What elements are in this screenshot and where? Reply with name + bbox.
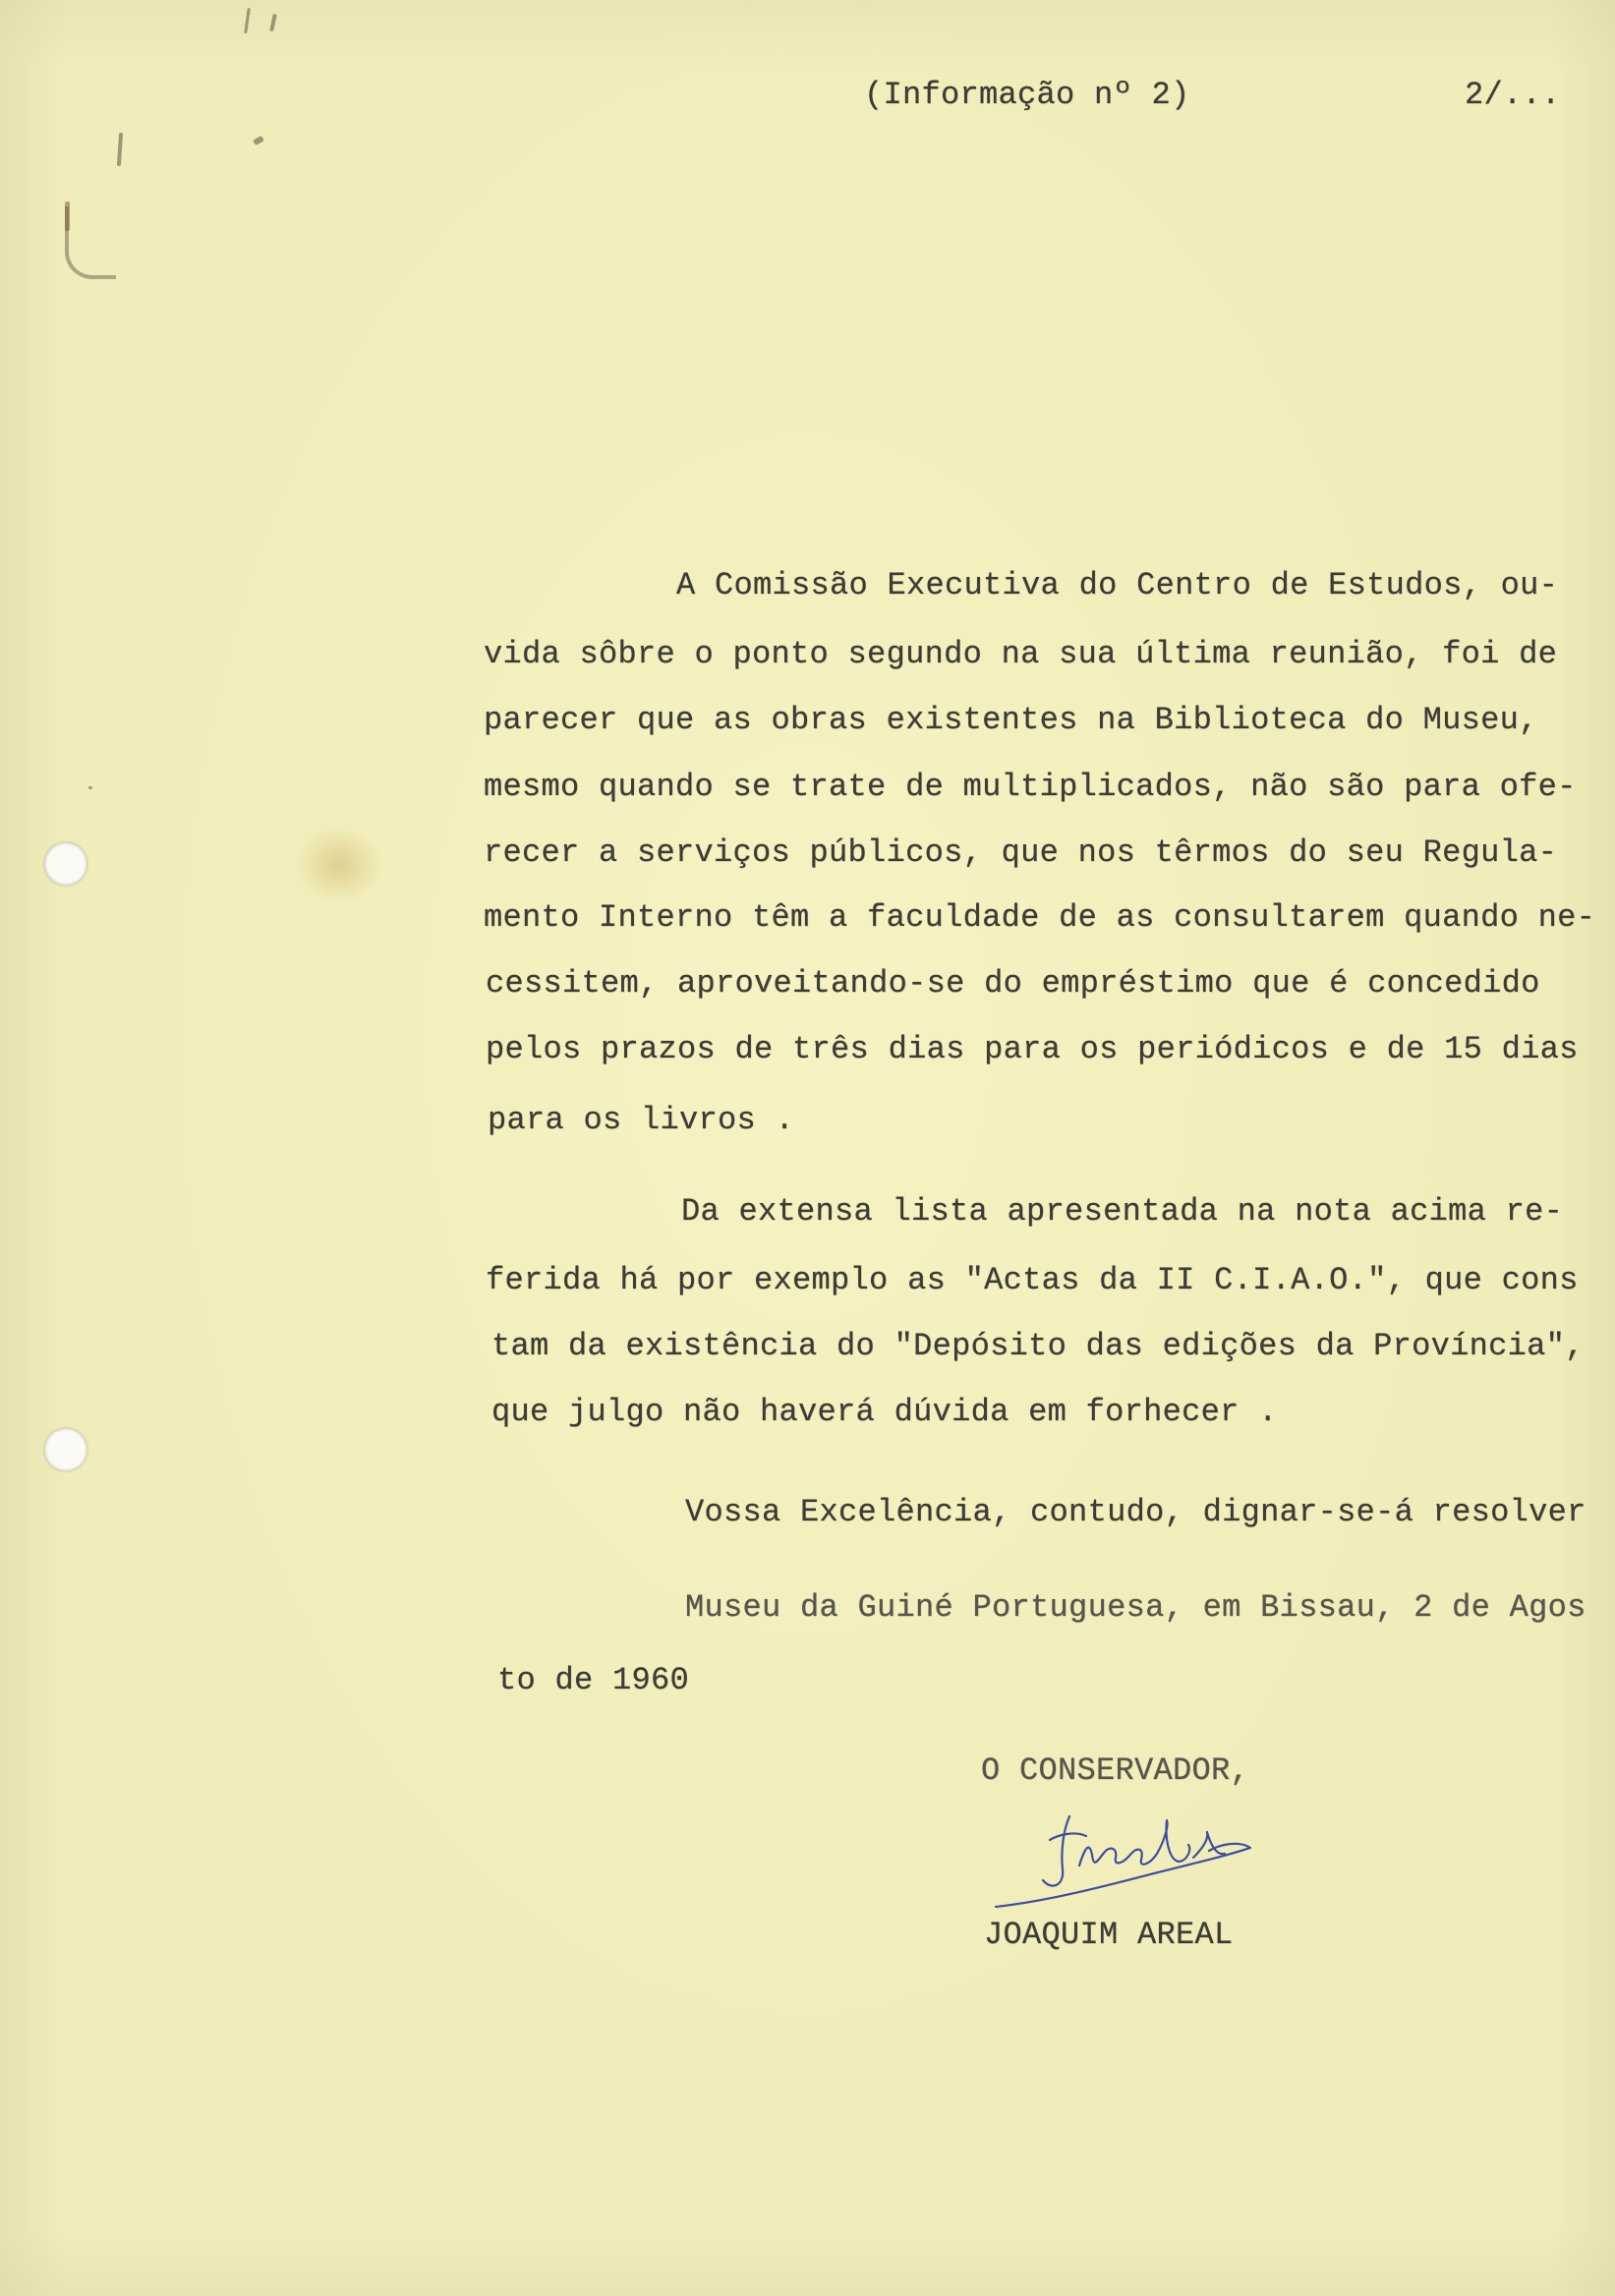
text-line: que julgo não haverá dúvida em forhecer . bbox=[491, 1394, 1278, 1430]
text-line: mesmo quando se trate de multiplicados, não são para ofe- bbox=[484, 769, 1577, 805]
ink-mark bbox=[88, 786, 92, 789]
text-line: pelos prazos de três dias para os periódicos e de 15 dias bbox=[486, 1031, 1579, 1067]
signatory-title: O CONSERVADOR, bbox=[981, 1752, 1250, 1789]
text-line: tam da existência do "Depósito das edições da Província", bbox=[491, 1328, 1585, 1364]
place-date-line: Museu da Guiné Portuguesa, em Bissau, 2 de Agos bbox=[685, 1589, 1586, 1626]
ink-mark bbox=[269, 14, 277, 31]
text-line: vida sôbre o ponto segundo na sua última reunião, foi de bbox=[484, 636, 1558, 672]
text-line: recer a serviços públicos, que nos têrmos do seu Regula- bbox=[484, 834, 1558, 871]
text-line: parecer que as obras existentes na Biblioteca do Museu, bbox=[484, 702, 1538, 738]
text-line: mento Interno têm a faculdade de as consultarem quando ne- bbox=[484, 899, 1596, 936]
signatory-name: JOAQUIM AREAL bbox=[984, 1917, 1234, 1953]
closing-line: Vossa Excelência, contudo, dignar-se-á resolver bbox=[685, 1494, 1586, 1530]
page-number: 2/... bbox=[1465, 77, 1561, 113]
place-date-line: to de 1960 bbox=[497, 1662, 690, 1698]
text-line: para os livros . bbox=[488, 1102, 795, 1138]
ink-mark bbox=[244, 8, 251, 33]
ink-mark bbox=[117, 133, 123, 166]
text-line: ferida há por exemplo as "Actas da II C.I.A.O.", que cons bbox=[486, 1262, 1579, 1298]
punch-hole-bottom bbox=[44, 1428, 87, 1471]
ink-mark bbox=[65, 206, 116, 279]
document-title: (Informação nº 2) bbox=[864, 77, 1190, 113]
handwritten-signature bbox=[991, 1810, 1258, 1921]
punch-hole-top bbox=[44, 842, 87, 886]
paper-stain bbox=[295, 826, 383, 904]
text-line: Da extensa lista apresentada na nota acima re- bbox=[681, 1193, 1564, 1230]
text-line: cessitem, aproveitando-se do empréstimo que é concedido bbox=[486, 965, 1540, 1002]
text-line: A Comissão Executiva do Centro de Estudos, ou- bbox=[676, 567, 1559, 603]
ink-mark bbox=[253, 136, 264, 145]
